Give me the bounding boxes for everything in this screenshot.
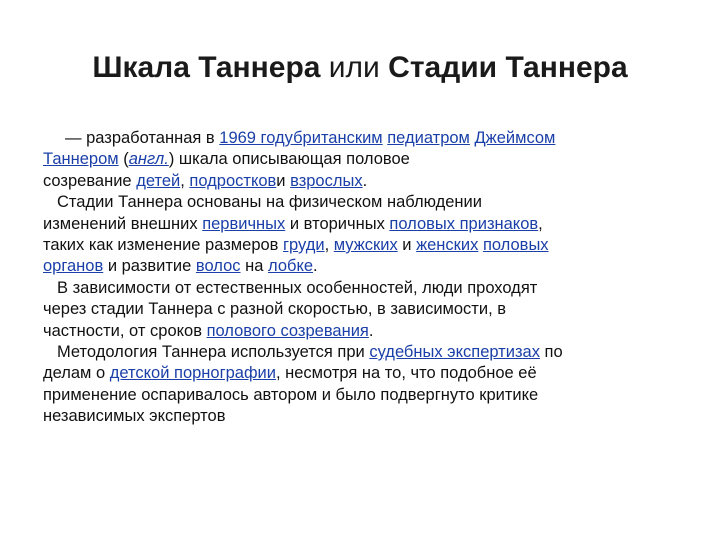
text-run: , несмотря на то, что подобное её [275,364,537,383]
link-child-pornography[interactable]: детской порнографии [109,364,276,383]
text-line [43,342,688,363]
link-breast[interactable]: груди [283,236,325,255]
paragraph-methodology [43,342,688,428]
text-run: изменений внешних [43,214,203,233]
text-run: Методология Таннера используется при [57,343,370,362]
slide-title [0,48,720,88]
text-run: ) шкала описывающая половое [168,150,410,169]
link-hair[interactable]: волос [195,257,241,276]
link-adults[interactable]: взрослых [290,171,363,190]
text-run: на [240,257,268,276]
text-line [43,385,688,406]
link-english[interactable]: англ. [128,150,169,169]
text-line [43,235,688,256]
link-james[interactable]: Джеймсом [474,129,556,147]
text-line [43,192,688,213]
text-run: . [362,171,368,190]
text-line [43,214,688,235]
link-tanner[interactable]: Таннером [43,150,119,169]
slide-body [43,128,688,428]
text-run: частности, от сроков [43,321,207,340]
link-pubis[interactable]: лобке [268,257,314,276]
link-forensic-examinations[interactable]: судебных экспертизах [369,343,540,362]
title-part-2: или [320,51,389,84]
link-organs[interactable]: органов [43,257,104,276]
text-run: . [313,257,318,276]
text-run: через стадии Таннера с разной скоростью, в зависимости, в [43,300,507,319]
text-run: В зависимости от естественных особенностей, люди проходят [57,278,538,297]
link-puberty[interactable]: полового созревания [206,321,369,340]
text-run: Стадии Таннера основаны на физическом наблюдении [57,193,482,212]
paragraph-variation [43,278,688,342]
link-children[interactable]: детей [136,171,181,190]
text-run: ( [118,150,129,169]
link-pediatrician[interactable]: педиатром [387,129,470,147]
paragraph-basis [43,192,688,278]
text-run: , [180,171,190,190]
text-run: таких как изменение размеров [43,236,284,255]
text-run: , [538,214,543,233]
text-run: и [276,171,291,190]
link-male[interactable]: мужских [333,236,398,255]
text-run: и развитие [103,257,196,276]
text-run: созревание [43,171,137,190]
text-line [43,128,688,149]
text-line [43,149,688,170]
text-run: по [539,343,563,362]
link-primary[interactable]: первичных [202,214,286,233]
text-line [43,321,688,342]
link-female[interactable]: женских [416,236,479,255]
title-part-3: Стадии Таннера [388,51,628,84]
text-run: независимых экспертов [43,407,226,426]
text-line [43,171,688,192]
link-british[interactable]: британским [293,129,383,147]
text-run: применение оспаривалось автором и было подвергнуто критике [43,385,539,404]
title-part-1: Шкала Таннера [92,51,321,84]
text-run: — разработанная в [65,129,220,147]
text-run: и [397,236,417,255]
text-run: и вторичных [285,214,390,233]
text-line [43,256,688,277]
text-line [43,278,688,299]
link-1969-year[interactable]: 1969 году [219,129,294,147]
text-run: , [324,236,334,255]
link-adolescents[interactable]: подростков [189,171,277,190]
text-line [43,406,688,427]
link-sex-characteristics[interactable]: половых признаков [389,214,539,233]
paragraph-definition [43,128,688,192]
link-sexual[interactable]: половых [482,236,549,255]
text-line [43,299,688,320]
text-run: делам о [43,364,110,383]
text-line [43,363,688,384]
text-run: . [368,321,374,340]
